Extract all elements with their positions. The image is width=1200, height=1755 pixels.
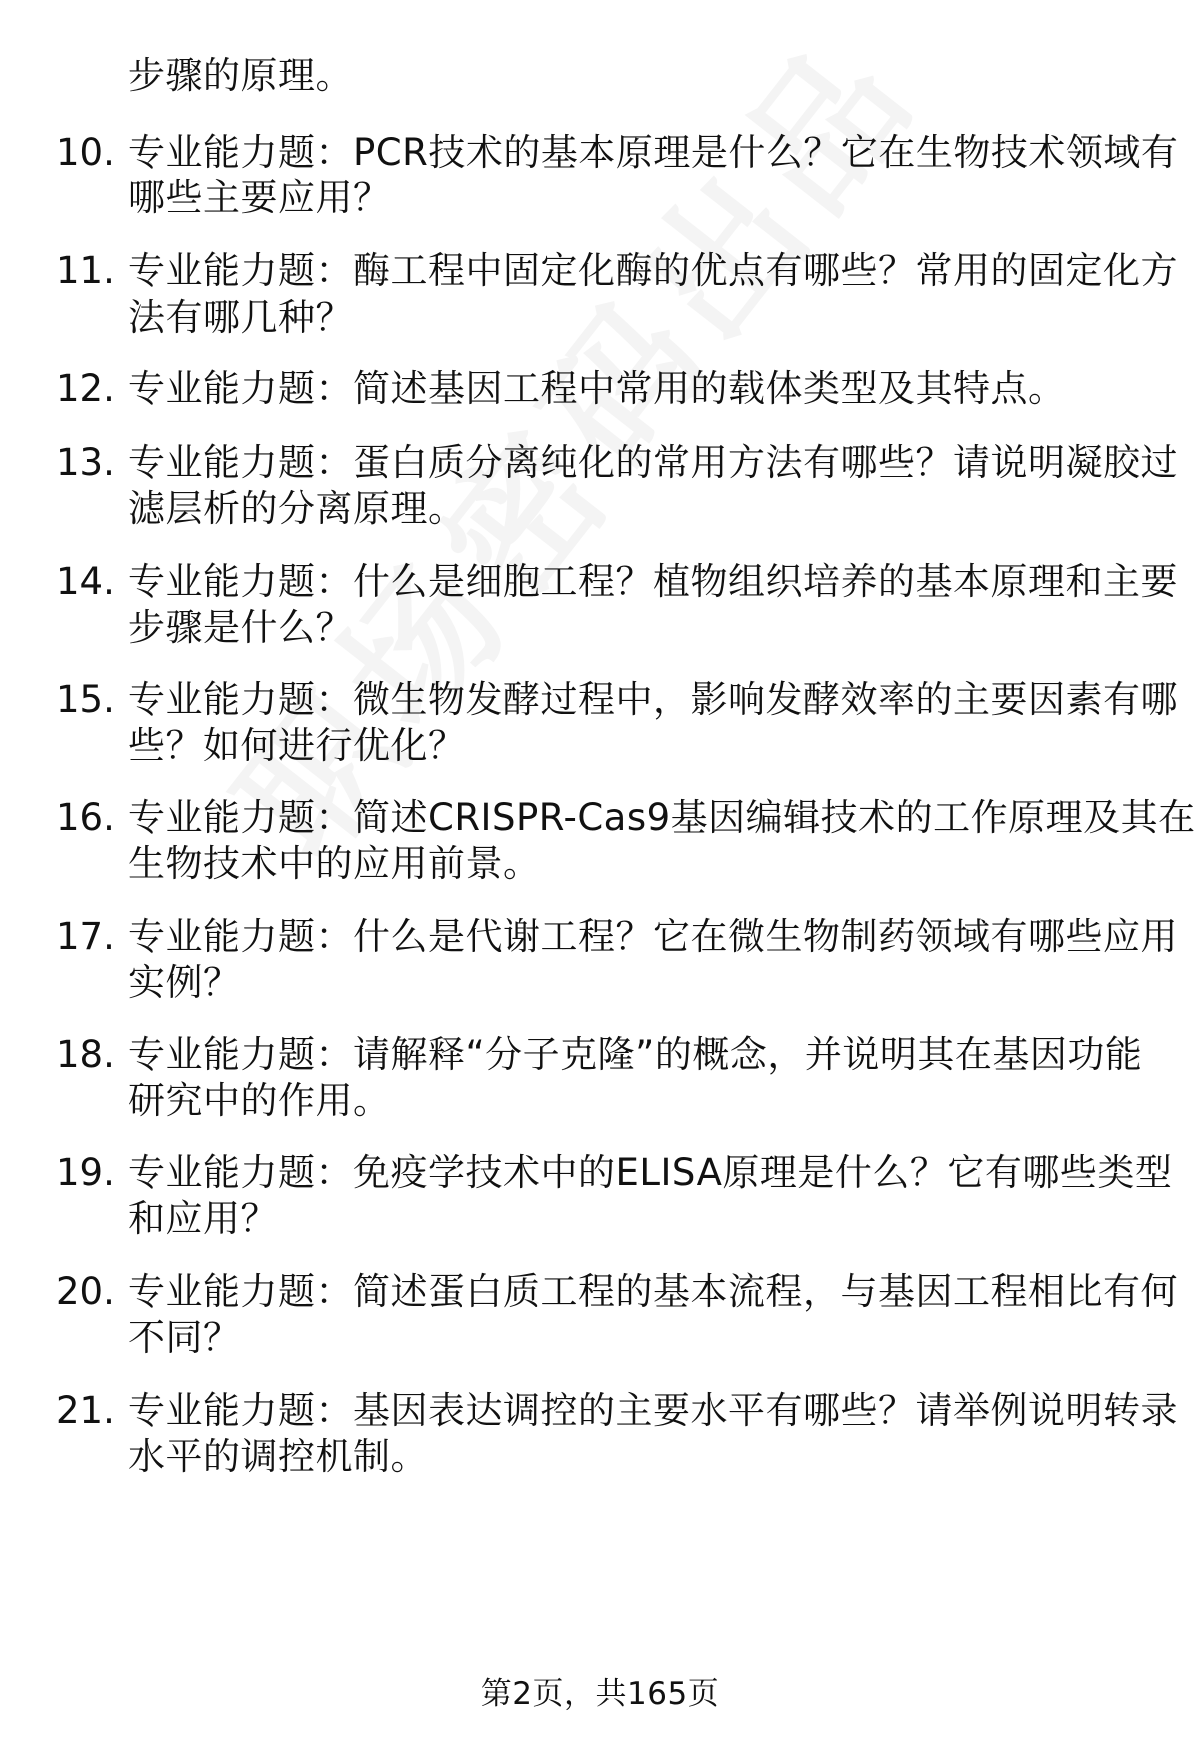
question-number: 15.: [56, 678, 115, 721]
question-number: 10.: [56, 131, 115, 174]
question-line: 生物技术中的应用前景。: [128, 842, 541, 885]
question-line: 实例？: [128, 961, 241, 1004]
question-line: 专业能力题：请解释“分子克隆”的概念，并说明其在基因功能: [128, 1033, 1143, 1076]
question-line: 专业能力题：简述蛋白质工程的基本流程，与基因工程相比有何: [128, 1270, 1178, 1313]
question-line: 不同？: [128, 1316, 241, 1359]
question-line: 步骤是什么？: [128, 606, 353, 649]
question-line: 专业能力题：酶工程中固定化酶的优点有哪些？常用的固定化方: [128, 249, 1178, 292]
question-line: 专业能力题：简述基因工程中常用的载体类型及其特点。: [128, 367, 1066, 410]
question-number: 11.: [56, 249, 115, 292]
question-number: 13.: [56, 441, 115, 484]
question-line: 哪些主要应用？: [128, 176, 391, 219]
page-number-footer: 第2页，共165页: [480, 1676, 720, 1712]
question-number: 21.: [56, 1389, 115, 1432]
question-line: 专业能力题：微生物发酵过程中，影响发酵效率的主要因素有哪: [128, 678, 1178, 721]
question-line: 专业能力题：蛋白质分离纯化的常用方法有哪些？请说明凝胶过: [128, 441, 1178, 484]
question-line: 专业能力题：什么是细胞工程？植物组织培养的基本原理和主要: [128, 560, 1178, 603]
question-line: 法有哪几种？: [128, 296, 353, 339]
question-line: 研究中的作用。: [128, 1079, 391, 1122]
question-line: 水平的调控机制。: [128, 1435, 428, 1478]
question-line: 些？如何进行优化？: [128, 724, 466, 767]
question-line: 和应用？: [128, 1197, 278, 1240]
question-number: 14.: [56, 560, 115, 603]
question-number: 17.: [56, 915, 115, 958]
question-number: 20.: [56, 1270, 115, 1313]
question-line: 滤层析的分离原理。: [128, 487, 466, 530]
lead-continuation: 步骤的原理。: [128, 54, 353, 97]
question-line: 专业能力题：简述CRISPR-Cas9基因编辑技术的工作原理及其在: [128, 796, 1196, 839]
question-line: 专业能力题：什么是代谢工程？它在微生物制药领域有哪些应用: [128, 915, 1178, 958]
question-number: 16.: [56, 796, 115, 839]
question-line: 专业能力题：基因表达调控的主要水平有哪些？请举例说明转录: [128, 1389, 1178, 1432]
question-line: 专业能力题：免疫学技术中的ELISA原理是什么？它有哪些类型: [128, 1151, 1173, 1194]
question-line: 专业能力题：PCR技术的基本原理是什么？它在生物技术领域有: [128, 131, 1179, 174]
question-number: 18.: [56, 1033, 115, 1076]
question-number: 12.: [56, 367, 115, 410]
question-number: 19.: [56, 1151, 115, 1194]
